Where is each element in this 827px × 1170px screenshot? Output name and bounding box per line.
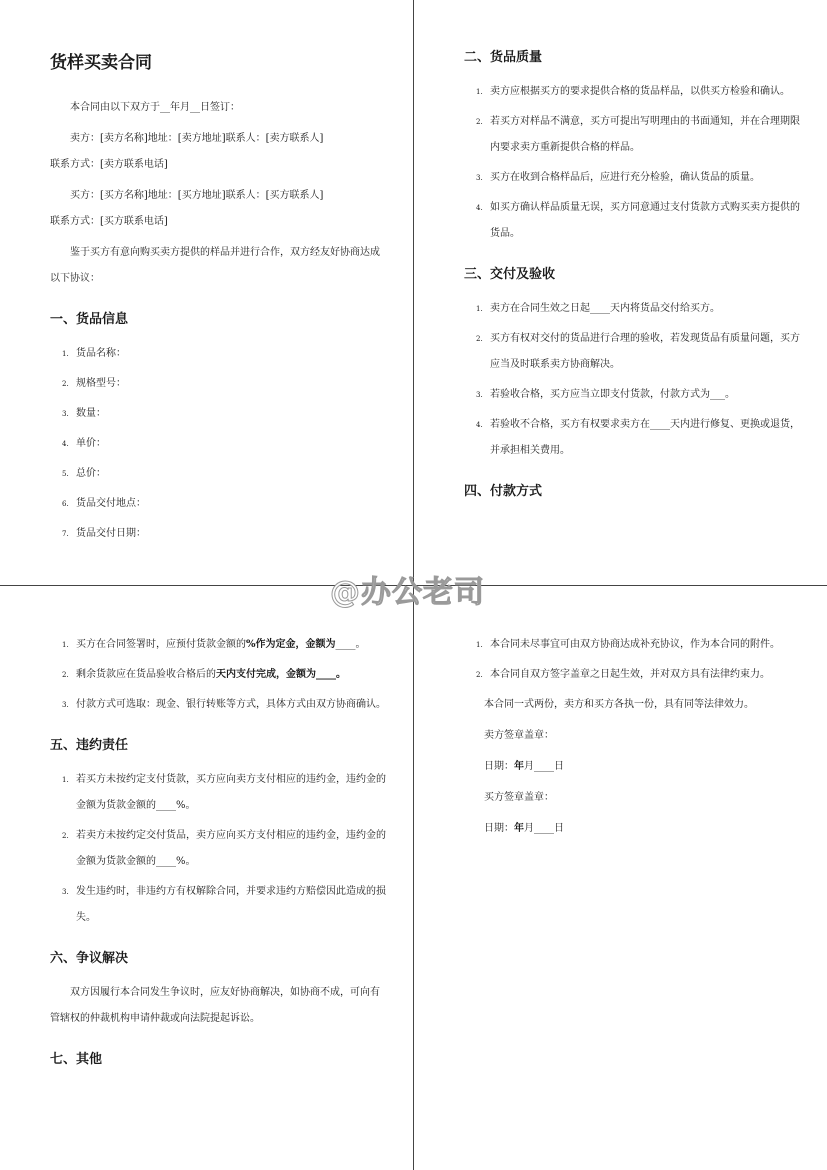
dispute-paragraph: 双方因履行本合同发生争议时，应友好协商解决，如协商不成，可向有管辖权的仲裁机构申请仲裁或向法院提起诉讼。 [50, 987, 380, 1024]
copies-paragraph: 本合同一式两份，卖方和买方各执一份，具有同等法律效力。 [484, 699, 754, 710]
list-item: 4. 若验收不合格，买方有权要求卖方在____天内进行修复、更换或退货，并承担相关费用。 [476, 419, 800, 456]
list-item: 2. 若卖方未按约定交付货品，卖方应向买方支付相应的违约金，违约金的金额为货款金额的____%。 [62, 830, 386, 867]
buyer-signature-label: 买方签章盖章： [484, 792, 554, 803]
list-item: 1. 卖方在合同生效之日起____天内将货品交付给买方。 [476, 303, 720, 314]
list-item: 3. 若验收合格，买方应当立即支付货款，付款方式为___。 [476, 389, 735, 400]
list-item: 3. 发生违约时，非违约方有权解除合同，并要求违约方赔偿因此造成的损失。 [62, 886, 386, 923]
list-item: 2. 本合同自双方签字盖章之日起生效，并对双方具有法律约束力。 [476, 669, 770, 680]
payment-list [50, 632, 387, 718]
list-item: 2. 剩余货款应在货品验收合格后的天内支付完成，金额为____。 [62, 669, 346, 680]
list-item: 5. 总价： [62, 468, 106, 479]
list-item: 6. 货品交付地点： [62, 498, 146, 509]
list-item: 3. 付款方式可选取：现金、银行转账等方式，具体方式由双方协商确认。 [62, 699, 386, 710]
list-item: 1. 若买方未按约定支付货款，买方应向卖方支付相应的违约金，违约金的金额为货款金额的____%。 [62, 774, 386, 811]
seller-line-1: 卖方：[卖方名称]地址：[卖方地址]联系人：[卖方联系人] [70, 133, 324, 144]
liability-list [50, 767, 387, 931]
section-heading-delivery: 三、交付及验收 [464, 267, 556, 282]
quality-list [464, 79, 801, 247]
section-heading-quality: 二、货品质量 [464, 50, 543, 65]
signing-line: 本合同由以下双方于__年月__日签订： [70, 102, 240, 113]
buyer-line-1: 买方：[买方名称]地址：[买方地址]联系人：[买方联系人] [70, 190, 324, 201]
list-item: 1. 本合同未尽事宜可由双方协商达成补充协议，作为本合同的附件。 [476, 639, 780, 650]
seller-line-2: 联系方式：[卖方联系电话] [50, 159, 168, 170]
other-list [464, 632, 801, 688]
buyer-date-line: 日期：年月____日 [484, 823, 564, 834]
buyer-line-2: 联系方式：[买方联系电话] [50, 216, 168, 227]
section-heading-payment: 四、付款方式 [464, 484, 543, 499]
document-title: 货样买卖合同 [50, 53, 152, 73]
list-item: 4. 如买方确认样品质量无误，买方同意通过支付货款方式购买卖方提供的货品。 [476, 202, 800, 239]
page-2 [414, 0, 827, 585]
goods-info-list [50, 341, 387, 547]
purpose-paragraph: 鉴于买方有意向购买卖方提供的样品并进行合作，双方经友好协商达成以下协议： [50, 247, 380, 284]
list-item: 2. 买方有权对交付的货品进行合理的验收，若发现货品有质量问题，买方应当及时联系卖方协商解决。 [476, 333, 800, 370]
list-item: 3. 数量： [62, 408, 106, 419]
list-item: 1. 货品名称： [62, 348, 126, 359]
list-item: 1. 买方在合同签署时，应预付货款金额的%作为定金，金额为____。 [62, 639, 366, 650]
list-item: 7. 货品交付日期： [62, 528, 146, 539]
page-1 [0, 0, 413, 585]
list-item: 1. 卖方应根据买方的要求提供合格的货品样品，以供买方检验和确认。 [476, 86, 790, 97]
list-item: 4. 单价： [62, 438, 106, 449]
page-3 [0, 586, 413, 1170]
section-heading-goods-info: 一、货品信息 [50, 312, 129, 327]
watermark: @办公老司 [330, 575, 485, 610]
list-item: 2. 若买方对样品不满意，买方可提出写明理由的书面通知，并在合理期限内要求卖方重新提供合格的样品。 [476, 116, 800, 153]
section-heading-dispute: 六、争议解决 [50, 951, 129, 966]
delivery-list [464, 296, 801, 464]
page-4 [414, 586, 827, 1170]
section-heading-liability: 五、违约责任 [50, 738, 129, 753]
section-heading-other: 七、其他 [50, 1052, 103, 1067]
list-item: 3. 买方在收到合格样品后，应进行充分检验，确认货品的质量。 [476, 172, 760, 183]
seller-signature-label: 卖方签章盖章： [484, 730, 554, 741]
list-item: 2. 规格型号： [62, 378, 126, 389]
seller-date-line: 日期：年月____日 [484, 761, 564, 772]
